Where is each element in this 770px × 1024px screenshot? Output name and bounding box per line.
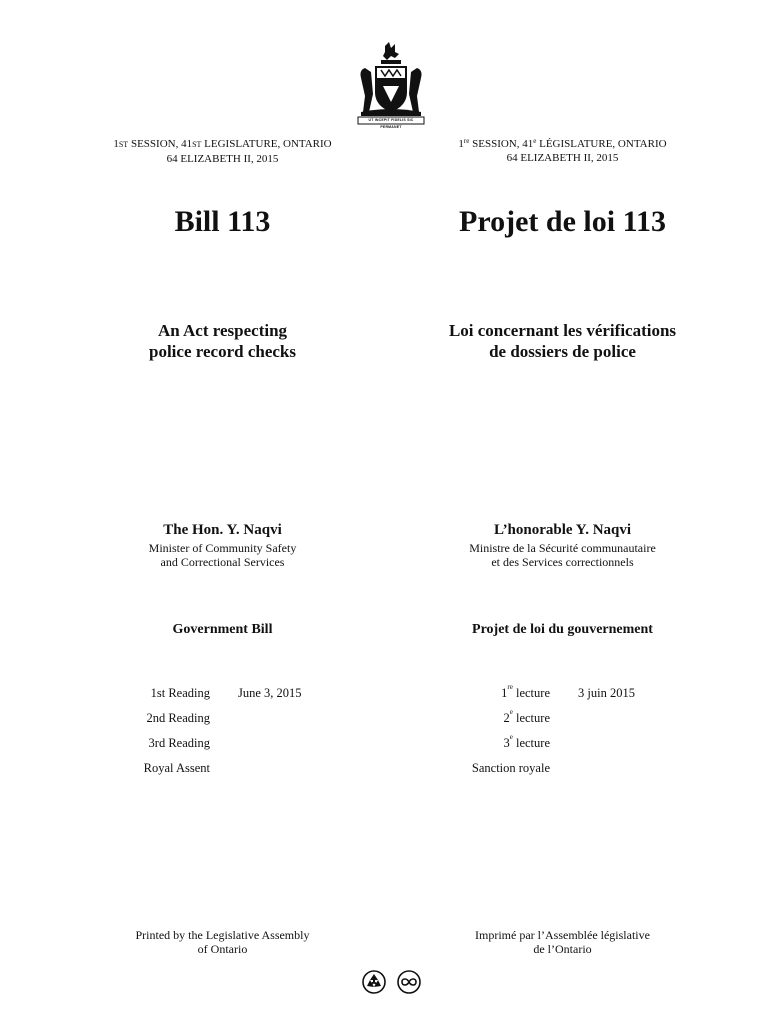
sponsor-title-fr: [420, 541, 705, 569]
reading-label-fr: 3e lecture: [503, 733, 550, 750]
sponsor-name-fr: L’honorable Y. Naqvi: [493, 522, 632, 538]
sponsor-title-en-line2: and Correctional Services: [160, 555, 285, 569]
printed-by-fr-line1: Imprimé par l’Assemblée législative: [475, 928, 650, 942]
act-title-fr-line1: Loi concernant les vérifications: [448, 321, 677, 340]
bill-type-fr: Projet de loi du gouvernement: [472, 622, 653, 637]
regnal-year-en: 64 ELIZABETH II, 2015: [166, 153, 279, 165]
crest-motto: UT INCEPIT FIDELIS SIC PERMANET: [368, 118, 414, 129]
sponsor-title-en: [85, 541, 360, 569]
reading-label-en: 2nd Reading: [146, 711, 210, 725]
reading-label-en: 1st Reading: [150, 686, 210, 700]
session-header-en: [85, 137, 360, 166]
infinity-paper-icon: [397, 970, 421, 994]
session-line-fr: 1re SESSION, 41e LÉGISLATURE, ONTARIO: [458, 137, 667, 150]
printed-by-en-line1: Printed by the Legislative Assembly: [135, 928, 310, 942]
act-title-en-line1: An Act respecting: [157, 321, 288, 340]
regnal-year-fr: 64 ELIZABETH II, 2015: [506, 152, 619, 164]
printed-by-en-line2: of Ontario: [197, 942, 248, 956]
recycle-icon: [362, 970, 386, 994]
reading-label-en: Royal Assent: [143, 761, 210, 775]
printed-by-fr-line2: de l’Ontario: [533, 942, 592, 956]
act-title-en: [85, 320, 360, 362]
bill-title-en: Bill 113: [174, 205, 271, 238]
sponsor-title-fr-line1: Ministre de la Sécurité communautaire: [469, 541, 656, 555]
session-line-en: 1ST SESSION, 41ST LEGISLATURE, ONTARIO: [113, 138, 332, 150]
reading-date-en: June 3, 2015: [238, 686, 302, 700]
reading-label-fr: 2e lecture: [503, 708, 550, 725]
act-title-fr: [420, 320, 705, 362]
sponsor-title-en-line1: Minister of Community Safety: [148, 541, 297, 555]
sponsor-title-fr-line2: et des Services correctionnels: [491, 555, 634, 569]
bill-title-fr: Projet de loi 113: [459, 205, 666, 238]
reading-label-en: 3rd Reading: [148, 736, 210, 750]
printed-by-fr: [420, 928, 705, 956]
reading-label-fr: 1re lecture: [501, 683, 550, 700]
session-header-fr: [420, 137, 705, 165]
act-title-fr-line2: de dossiers de police: [489, 342, 636, 361]
reading-date-fr: 3 juin 2015: [578, 686, 635, 700]
reading-label-fr: Sanction royale: [471, 761, 550, 775]
bill-type-en: Government Bill: [172, 622, 273, 637]
coat-of-arms-logo: [355, 42, 427, 129]
act-title-en-line2: police record checks: [149, 342, 296, 361]
printed-by-en: [85, 928, 360, 956]
sponsor-name-en: The Hon. Y. Naqvi: [163, 522, 282, 538]
